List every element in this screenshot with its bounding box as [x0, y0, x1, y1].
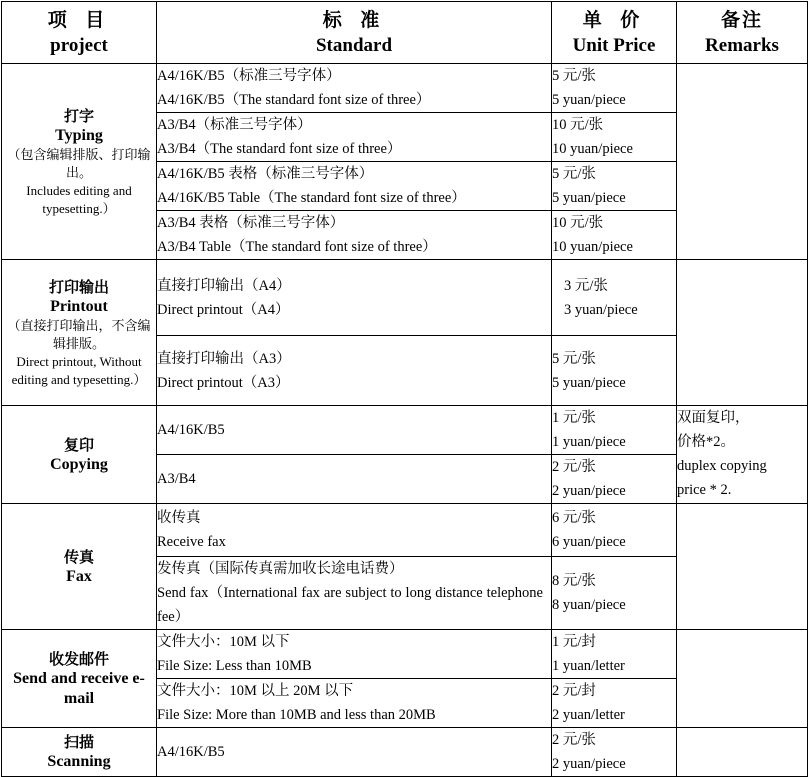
- remark-zh-1: 双面复印，: [677, 410, 750, 426]
- remarks-cell: [677, 630, 808, 728]
- standard-cell: [157, 211, 552, 260]
- standard-zh: A3/B4（标准三号字体）: [157, 117, 312, 133]
- standard-en: Receive fax: [157, 534, 226, 550]
- standard-cell: [157, 406, 552, 455]
- remarks-cell: [677, 260, 808, 406]
- price-en: 1 yuan/piece: [552, 434, 626, 450]
- header-standard-zh: 标 准: [322, 8, 386, 31]
- table-row: [2, 728, 808, 777]
- table-row: [2, 260, 808, 336]
- standard-cell: [157, 728, 552, 777]
- item-printout: [2, 260, 157, 406]
- standard-cell: [157, 455, 552, 504]
- remarks-cell: [677, 504, 808, 630]
- standard-en: File Size: More than 10MB and less than 20MB: [157, 707, 436, 723]
- price-cell: [552, 260, 677, 336]
- header-remarks: [677, 2, 808, 64]
- price-zh: 5 元/张: [552, 166, 596, 182]
- item-printout-zh: 打印输出: [48, 277, 109, 296]
- standard-text: A4/16K/B5: [157, 422, 225, 438]
- header-row: [2, 2, 808, 64]
- item-fax: [2, 504, 157, 630]
- standard-text: A4/16K/B5: [157, 744, 225, 760]
- price-cell: [552, 113, 677, 162]
- price-en: 8 yuan/piece: [552, 597, 626, 613]
- item-email: [2, 630, 157, 728]
- price-en: 2 yuan/piece: [552, 756, 626, 772]
- header-price-en: Unit Price: [572, 34, 656, 56]
- standard-en: A4/16K/B5（The standard font size of three）: [157, 92, 431, 108]
- price-en: 6 yuan/piece: [552, 534, 626, 550]
- price-cell: [552, 504, 677, 557]
- price-zh: 2 元/封: [552, 683, 596, 699]
- table-row: [2, 630, 808, 679]
- standard-cell: [157, 679, 552, 728]
- price-zh: 5 元/张: [552, 350, 596, 367]
- item-fax-zh: 传真: [63, 547, 94, 566]
- header-project: [2, 2, 157, 64]
- standard-cell: [157, 64, 552, 113]
- remarks-cell: [677, 728, 808, 777]
- item-scanning: [2, 728, 157, 777]
- header-price-zh: 单 价: [582, 8, 646, 31]
- price-cell: [552, 336, 677, 406]
- standard-cell: [157, 630, 552, 679]
- price-zh: 1 元/封: [552, 634, 596, 650]
- header-remarks-en: Remarks: [705, 34, 779, 56]
- standard-zh: 文件大小：10M 以上 20M 以下: [157, 683, 354, 699]
- price-zh: 6 元/张: [552, 510, 596, 526]
- price-en: 2 yuan/letter: [552, 707, 625, 723]
- standard-text: A3/B4: [157, 471, 196, 487]
- price-en: 5 yuan/piece: [552, 190, 626, 206]
- header-standard: [157, 2, 552, 64]
- item-typing-en: Typing: [55, 126, 103, 144]
- price-cell: [552, 679, 677, 728]
- standard-zh: 直接打印输出（A3）: [157, 350, 291, 367]
- standard-cell: [157, 162, 552, 211]
- standard-zh: A3/B4 表格（标准三号字体）: [157, 215, 345, 231]
- price-cell: [552, 211, 677, 260]
- header-standard-en: Standard: [315, 34, 393, 56]
- standard-en: A3/B4（The standard font size of three）: [157, 141, 402, 157]
- standard-cell: [157, 504, 552, 557]
- price-zh: 1 元/张: [552, 410, 596, 426]
- price-zh: 5 元/张: [552, 68, 596, 84]
- price-en: 10 yuan/piece: [552, 239, 633, 255]
- table-row: [2, 64, 808, 113]
- remark-en-1: duplex copying: [677, 458, 767, 474]
- price-en: 1 yuan/letter: [552, 658, 625, 674]
- item-copying-zh: 复印: [63, 435, 94, 454]
- remark-en-2: price * 2.: [677, 482, 732, 498]
- item-copying: [2, 406, 157, 504]
- price-zh: 8 元/张: [552, 573, 596, 589]
- remarks-cell-copying: [677, 406, 808, 504]
- price-zh: 10 元/张: [552, 215, 604, 231]
- price-en: 5 yuan/piece: [552, 92, 626, 108]
- item-scanning-zh: 扫描: [63, 733, 94, 751]
- price-cell: [552, 64, 677, 113]
- standard-zh: A4/16K/B5 表格（标准三号字体）: [157, 166, 374, 182]
- price-cell: [552, 728, 677, 777]
- header-unit-price: [552, 2, 677, 64]
- price-en: 10 yuan/piece: [552, 141, 633, 157]
- item-copying-en: Copying: [50, 455, 108, 473]
- item-printout-en: Printout: [50, 297, 108, 315]
- item-typing-zh: 打字: [63, 106, 94, 125]
- standard-cell: [157, 260, 552, 336]
- table-row: [2, 406, 808, 455]
- price-zh: 10 元/张: [552, 117, 604, 133]
- price-cell: [552, 162, 677, 211]
- price-zh: 3 元/张: [564, 277, 608, 294]
- remark-zh-2: 价格*2。: [677, 434, 735, 450]
- price-zh: 2 元/张: [552, 459, 596, 475]
- header-remarks-zh: 备注: [720, 8, 763, 31]
- price-en: 3 yuan/piece: [564, 301, 638, 318]
- standard-en: File Size: Less than 10MB: [157, 658, 312, 674]
- item-scanning-en: Scanning: [47, 753, 111, 770]
- standard-en: A4/16K/B5 Table（The standard font size of three）: [157, 190, 466, 206]
- standard-zh: A4/16K/B5（标准三号字体）: [157, 68, 341, 84]
- price-en: 2 yuan/piece: [552, 483, 626, 499]
- item-typing-note-en: Includes editing and typesetting.）: [26, 182, 132, 216]
- table-row: [2, 504, 808, 557]
- item-email-en: Send and receive e-mail: [13, 669, 145, 707]
- standard-zh: 直接打印输出（A4）: [157, 277, 291, 294]
- price-en: 5 yuan/piece: [552, 374, 626, 391]
- standard-cell: [157, 557, 552, 630]
- header-project-zh: 项 目: [47, 8, 111, 31]
- standard-zh: 文件大小：10M 以下: [157, 634, 290, 650]
- price-cell: [552, 630, 677, 679]
- standard-cell: [157, 336, 552, 406]
- item-fax-en: Fax: [66, 567, 92, 585]
- item-email-zh: 收发邮件: [48, 649, 109, 668]
- standard-zh: 发传真（国际传真需加收长途电话费）: [157, 561, 404, 577]
- price-cell: [552, 455, 677, 504]
- item-typing-note-zh: （包含编辑排版、打印输出。: [7, 146, 151, 180]
- remarks-cell: [677, 64, 808, 260]
- item-typing: [2, 64, 157, 260]
- price-table: [1, 1, 808, 777]
- price-cell: [552, 406, 677, 455]
- price-zh: 2 元/张: [552, 732, 596, 748]
- standard-zh: 收传真: [157, 510, 201, 526]
- item-printout-note-zh: （直接打印输出，不含编辑排版。: [7, 317, 151, 351]
- item-printout-note-en: Direct printout, Without editing and typesetting.）: [11, 353, 147, 387]
- standard-en: Direct printout（A4）: [157, 301, 290, 318]
- standard-en: Send fax（International fax are subject to long distance telephone fee）: [157, 585, 543, 625]
- standard-cell: [157, 113, 552, 162]
- standard-en: Direct printout（A3）: [157, 374, 290, 391]
- price-cell: [552, 557, 677, 630]
- header-project-en: project: [50, 34, 108, 56]
- standard-en: A3/B4 Table（The standard font size of three）: [157, 239, 437, 255]
